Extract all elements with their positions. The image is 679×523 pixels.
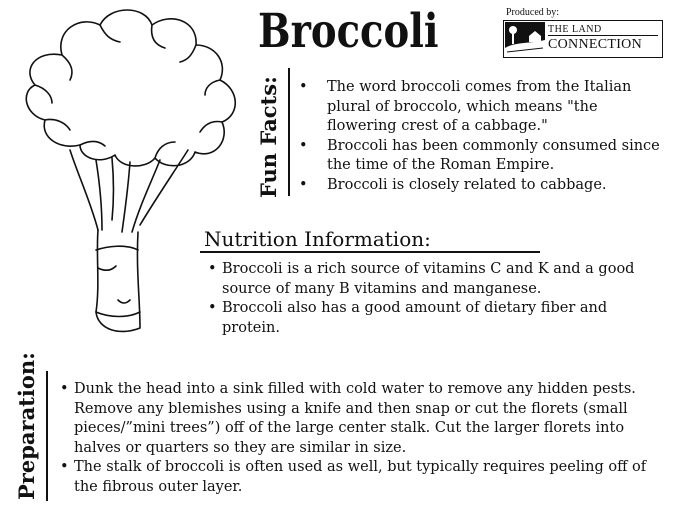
logo-text-the-land: THE LAND — [548, 24, 602, 35]
farm-landscape-icon — [505, 22, 545, 56]
fun-fact-text: • The word broccoli comes from the Italian plural of broccolo, which means "the flowering crest of a cabbage." — [327, 79, 632, 134]
fun-fact-text: • Broccoli is closely related to cabbage. — [327, 176, 607, 193]
list-item — [58, 458, 670, 497]
fun-facts-label: Fun Facts: — [256, 76, 281, 198]
nutrition-heading: Nutrition Information: — [204, 227, 431, 251]
list-item — [206, 260, 656, 299]
preparation-list — [58, 380, 670, 497]
list-item — [297, 176, 667, 196]
produced-by-label: Produced by: — [506, 7, 560, 18]
nutrition-divider — [200, 251, 540, 253]
page-title: Broccoli — [258, 4, 439, 59]
list-item — [297, 137, 667, 176]
list-item — [297, 78, 667, 137]
preparation-label: Preparation: — [14, 352, 39, 500]
fun-facts-divider — [288, 68, 290, 196]
list-item — [58, 380, 670, 458]
nutrition-text: • Broccoli also has a good amount of dietary fiber and protein. — [222, 300, 608, 336]
preparation-text: • The stalk of broccoli is often used as well, but typically requires peeling off of the fibrous outer layer. — [74, 459, 647, 495]
nutrition-list — [206, 260, 656, 338]
preparation-text: • Dunk the head into a sink filled with cold water to remove any hidden pests. Remove any blemishes using a knife and then snap or cut the florets (small pieces/”mini trees”) off of the large center stalk. Cut the larger florets into halves or quarters so they are similar in size. — [74, 381, 636, 456]
list-item — [206, 299, 656, 338]
logo-text-connection: CONNECTION — [548, 37, 642, 52]
nutrition-text: • Broccoli is a rich source of vitamins C and K and a good source of many B vitamins and manganese. — [222, 261, 635, 297]
fun-fact-text: • Broccoli has been commonly consumed since the time of the Roman Empire. — [327, 137, 660, 173]
fun-facts-list — [297, 78, 667, 195]
land-connection-logo — [503, 20, 663, 58]
logo-divider — [548, 35, 658, 36]
preparation-divider — [46, 371, 48, 501]
